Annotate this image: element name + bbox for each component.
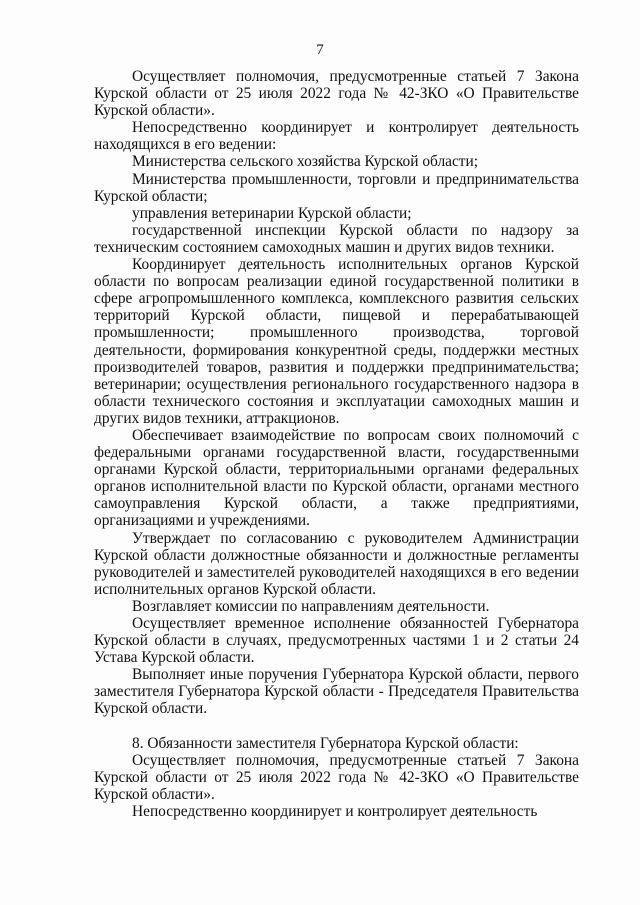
list-item: Министерства сельского хозяйства Курской области; bbox=[132, 153, 479, 171]
paragraph: Осуществляет временное исполнение обязанностей Губернатора Курской области в случаях, предусмотренных частями 1 и 2 статьи 24 Устава Курской области. bbox=[94, 615, 579, 667]
paragraph: Координирует деятельность исполнительных органов Курской области по вопросам реализации единой государственной политики в сфере агропромышленного комплекса, комплексного развития сельских территорий Курской области, пищевой и перерабатывающей промышленности; промышленного производства, торговой деятельности, формирования конкурентной среды, поддержки местных производителей товаров, развития и поддержки предпринимательства; ветеринарии; осуществления регионального государственного надзора в области технического состояния и эксплуатации самоходных машин и других видов техники, аттракционов. bbox=[94, 256, 579, 427]
list-item: Министерства промышленности, торговли и предпринимательства Курской области; bbox=[94, 170, 579, 205]
paragraph: Утверждает по согласованию с руководителем Администрации Курской области должностные обязанности и должностные регламенты руководителей и заместителей руководителей находящихся в его ведении исполнительных органов Курской области. bbox=[94, 529, 579, 598]
paragraph: Осуществляет полномочия, предусмотренные статьей 7 Закона Курской области от 25 июля 2022 года № 42-ЗКО «О Правительстве Курской области». bbox=[94, 68, 579, 120]
paragraph: Непосредственно координирует и контролирует деятельность bbox=[132, 802, 538, 820]
paragraph: Осуществляет полномочия, предусмотренные статьей 7 Закона Курской области от 25 июля 2022 года № 42-ЗКО «О Правительстве Курской области». bbox=[94, 751, 579, 803]
section-heading: 8. Обязанности заместителя Губернатора Курской области: bbox=[132, 734, 519, 752]
page-number: 7 bbox=[316, 42, 324, 58]
paragraph: Непосредственно координирует и контролирует деятельность находящихся в его ведении: bbox=[94, 119, 579, 154]
section-spacer bbox=[94, 718, 579, 735]
document-body bbox=[94, 68, 579, 820]
paragraph: Выполняет иные поручения Губернатора Курской области, первого заместителя Губернатора Курской области - Председателя Правительства Курской области. bbox=[94, 666, 579, 718]
list-item: государственной инспекции Курской области по надзору за техническим состоянием самоходных машин и других видов техники. bbox=[94, 221, 579, 256]
paragraph: Обеспечивает взаимодействие по вопросам своих полномочий с федеральными органами государственной власти, государственными органами Курской области, территориальными органами федеральных органов исполнительной власти по Курской области, органами местного самоуправления Курской области, а также предприятиями, организациями и учреждениями. bbox=[94, 426, 579, 530]
list-item: управления ветеринарии Курской области; bbox=[132, 204, 412, 222]
paragraph: Возглавляет комиссии по направлениям деятельности. bbox=[132, 597, 490, 615]
